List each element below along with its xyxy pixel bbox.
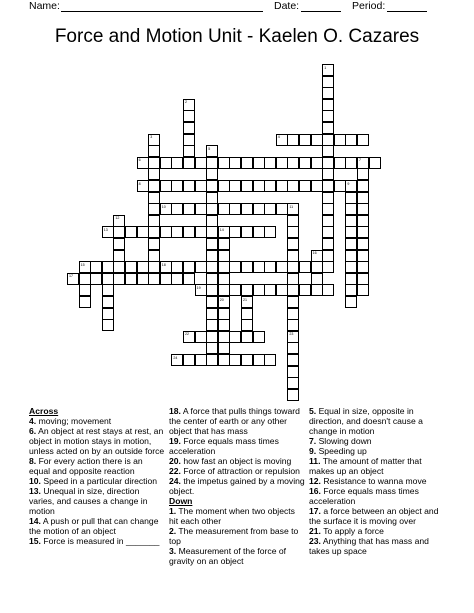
crossword-cell[interactable] [102, 319, 114, 331]
crossword-cell[interactable] [253, 180, 265, 192]
crossword-cell[interactable] [160, 261, 172, 273]
crossword-cell[interactable] [183, 261, 195, 273]
crossword-cell[interactable] [241, 226, 253, 238]
crossword-cell[interactable] [206, 168, 218, 180]
crossword-cell[interactable] [322, 180, 334, 192]
crossword-cell[interactable] [241, 331, 253, 343]
crossword-cell[interactable] [148, 250, 160, 262]
worksheet-header [0, 0, 474, 14]
crossword-cell[interactable] [322, 134, 334, 146]
crossword-cell[interactable] [345, 215, 357, 227]
crossword-cell[interactable] [206, 180, 218, 192]
crossword-cell[interactable] [229, 180, 241, 192]
crossword-cell[interactable] [241, 354, 253, 366]
crossword-cell[interactable] [357, 157, 369, 169]
crossword-cell[interactable] [137, 261, 149, 273]
crossword-cell[interactable] [311, 134, 323, 146]
crossword-cell[interactable] [195, 203, 207, 215]
crossword-cell[interactable] [357, 192, 369, 204]
clue-down-1: 1. The moment when two objects hit each other [169, 506, 295, 526]
cell-clue-number: 21 [243, 297, 247, 302]
crossword-cell[interactable] [253, 261, 265, 273]
crossword-cell[interactable] [345, 273, 357, 285]
crossword-cell[interactable] [322, 87, 334, 99]
crossword-cell[interactable] [206, 250, 218, 262]
crossword-cell[interactable] [195, 284, 207, 296]
crossword-cell[interactable] [322, 157, 334, 169]
cell-clue-number: 5 [208, 146, 211, 151]
crossword-cell[interactable] [218, 238, 230, 250]
clue-across-15: 15. Force is measured in _______ [29, 536, 160, 546]
name-field[interactable] [61, 11, 263, 12]
crossword-cell[interactable] [195, 261, 207, 273]
across-heading: Across [29, 406, 59, 416]
crossword-cell[interactable] [79, 284, 91, 296]
crossword-cell[interactable] [218, 180, 230, 192]
crossword-cell[interactable] [322, 110, 334, 122]
crossword-cell[interactable] [276, 203, 288, 215]
crossword-cell[interactable] [206, 215, 218, 227]
crossword-cell[interactable] [113, 238, 125, 250]
clue-across-8: 8. For every action there is an equal and opposite reaction [29, 456, 143, 476]
crossword-cell[interactable] [102, 261, 114, 273]
crossword-cell[interactable] [218, 296, 230, 308]
crossword-cell[interactable] [183, 180, 195, 192]
crossword-cell[interactable] [206, 331, 218, 343]
cell-clue-number: 3 [150, 135, 153, 140]
crossword-cell[interactable] [206, 296, 218, 308]
crossword-cell[interactable] [90, 261, 102, 273]
crossword-cell[interactable] [345, 226, 357, 238]
crossword-cell[interactable] [183, 203, 195, 215]
crossword-cell[interactable] [171, 157, 183, 169]
crossword-cell[interactable] [322, 168, 334, 180]
crossword-cell[interactable] [322, 192, 334, 204]
crossword-cell[interactable] [229, 354, 241, 366]
crossword-cell[interactable] [79, 261, 91, 273]
crossword-cell[interactable] [183, 354, 195, 366]
crossword-cell[interactable] [206, 238, 218, 250]
crossword-cell[interactable] [357, 215, 369, 227]
crossword-cell[interactable] [334, 180, 346, 192]
crossword-cell[interactable] [102, 296, 114, 308]
cell-clue-number: 11 [289, 204, 294, 209]
clues-column-1 [29, 406, 165, 546]
crossword-cell[interactable] [160, 157, 172, 169]
crossword-cell[interactable] [206, 226, 218, 238]
crossword-cell[interactable] [357, 284, 369, 296]
crossword-cell[interactable] [102, 226, 114, 238]
crossword-cell[interactable] [171, 261, 183, 273]
crossword-cell[interactable] [345, 238, 357, 250]
cell-clue-number: 10 [161, 204, 166, 209]
crossword-cell[interactable] [311, 180, 323, 192]
crossword-cell[interactable] [357, 250, 369, 262]
crossword-cell[interactable] [322, 238, 334, 250]
crossword-cell[interactable] [195, 354, 207, 366]
crossword-cell[interactable] [206, 192, 218, 204]
crossword-cell[interactable] [287, 331, 299, 343]
crossword-cell[interactable] [357, 273, 369, 285]
crossword-cell[interactable] [195, 226, 207, 238]
cell-clue-number: 16 [312, 251, 317, 256]
crossword-cell[interactable] [195, 331, 207, 343]
clue-down-2: 2. The measurement from base to top [169, 526, 299, 546]
crossword-cell[interactable] [206, 145, 218, 157]
crossword-cell[interactable] [357, 261, 369, 273]
crossword-cell[interactable] [299, 180, 311, 192]
date-field[interactable] [301, 11, 341, 12]
crossword-cell[interactable] [125, 261, 137, 273]
clue-across-14: 14. A push or pull that can change the motion of an object [29, 516, 159, 536]
crossword-cell[interactable] [345, 261, 357, 273]
crossword-cell[interactable] [218, 226, 230, 238]
crossword-cell[interactable] [287, 296, 299, 308]
crossword-cell[interactable] [264, 261, 276, 273]
crossword-cell[interactable] [287, 366, 299, 378]
clue-across-20: 20. how fast an object is moving [169, 456, 292, 466]
cell-clue-number: 14 [219, 227, 224, 232]
crossword-cell[interactable] [287, 134, 299, 146]
crossword-cell[interactable] [322, 122, 334, 134]
crossword-cell[interactable] [311, 261, 323, 273]
crossword-cell[interactable] [195, 180, 207, 192]
crossword-cell[interactable] [160, 273, 172, 285]
crossword-cell[interactable] [287, 284, 299, 296]
cell-clue-number: 24 [173, 355, 178, 360]
crossword-cell[interactable] [148, 203, 160, 215]
crossword-cell[interactable] [357, 134, 369, 146]
crossword-cell[interactable] [148, 168, 160, 180]
crossword-cell[interactable] [206, 157, 218, 169]
crossword-cell[interactable] [287, 180, 299, 192]
crossword-cell[interactable] [287, 215, 299, 227]
clue-down-12: 12. Resistance to wanna move [309, 476, 427, 486]
cell-clue-number: 19 [196, 285, 201, 290]
cell-clue-number: 9 [347, 181, 350, 186]
crossword-cell[interactable] [148, 226, 160, 238]
clue-down-7: 7. Slowing down [309, 436, 372, 446]
clue-down-5: 5. Equal in size, opposite in direction, and doesn't cause a change in motion [309, 406, 423, 436]
crossword-cell[interactable] [322, 64, 334, 76]
crossword-cell[interactable] [171, 203, 183, 215]
crossword-cell[interactable] [102, 284, 114, 296]
crossword-cell[interactable] [171, 180, 183, 192]
clue-across-6: 6. An object at rest stays at rest, an object in motion stays in motion, unless acted on by an outside force [29, 426, 165, 456]
crossword-cell[interactable] [345, 192, 357, 204]
clue-down-23: 23. Anything that has mass and takes up space [309, 536, 429, 556]
crossword-cell[interactable] [264, 354, 276, 366]
crossword-cell[interactable] [241, 319, 253, 331]
cell-clue-number: 1 [324, 65, 327, 70]
crossword-cell[interactable] [299, 284, 311, 296]
cell-clue-number: 8 [138, 181, 141, 186]
clues-column-2 [169, 406, 305, 566]
crossword-cell[interactable] [218, 261, 230, 273]
crossword-cell[interactable] [160, 203, 172, 215]
crossword-cell[interactable] [264, 284, 276, 296]
cell-clue-number: 2 [185, 100, 187, 105]
date-label: Date: [274, 0, 300, 12]
crossword-cell[interactable] [113, 215, 125, 227]
crossword-cell[interactable] [206, 342, 218, 354]
crossword-cell[interactable] [345, 203, 357, 215]
crossword-cell[interactable] [311, 273, 323, 285]
crossword-cell[interactable] [299, 261, 311, 273]
crossword-cell[interactable] [113, 226, 125, 238]
crossword-cell[interactable] [137, 180, 149, 192]
name-label: Name: [29, 0, 60, 12]
crossword-cell[interactable] [322, 215, 334, 227]
crossword-cell[interactable] [287, 342, 299, 354]
crossword-cell[interactable] [287, 250, 299, 262]
cell-clue-number: 20 [219, 297, 224, 302]
crossword-cell[interactable] [218, 284, 230, 296]
crossword-cell[interactable] [229, 261, 241, 273]
clue-down-17: 17. a force between an object and the surface it is moving over [309, 506, 439, 526]
crossword-cell[interactable] [148, 180, 160, 192]
cell-clue-number: 6 [138, 158, 141, 163]
crossword-cell[interactable] [311, 250, 323, 262]
crossword-cell[interactable] [311, 284, 323, 296]
crossword-cell[interactable] [218, 308, 230, 320]
crossword-cell[interactable] [229, 284, 241, 296]
crossword-cell[interactable] [357, 168, 369, 180]
crossword-cell[interactable] [241, 261, 253, 273]
crossword-cell[interactable] [276, 157, 288, 169]
crossword-cell[interactable] [229, 331, 241, 343]
crossword-cell[interactable] [183, 134, 195, 146]
crossword-cell[interactable] [229, 157, 241, 169]
crossword-cell[interactable] [183, 273, 195, 285]
crossword-cell[interactable] [137, 157, 149, 169]
crossword-cell[interactable] [241, 203, 253, 215]
crossword-cell[interactable] [148, 134, 160, 146]
crossword-cell[interactable] [218, 319, 230, 331]
clue-down-9: 9. Speeding up [309, 446, 367, 456]
crossword-cell[interactable] [253, 157, 265, 169]
clue-down-11: 11. The amount of matter that makes up an object [309, 456, 422, 476]
crossword-cell[interactable] [206, 319, 218, 331]
crossword-cell[interactable] [218, 354, 230, 366]
crossword-cell[interactable] [241, 180, 253, 192]
crossword-cell[interactable] [357, 226, 369, 238]
crossword-cell[interactable] [357, 180, 369, 192]
crossword-cell[interactable] [345, 157, 357, 169]
crossword-cell[interactable] [125, 273, 137, 285]
crossword-cell[interactable] [183, 157, 195, 169]
crossword-cell[interactable] [299, 157, 311, 169]
crossword-cell[interactable] [264, 180, 276, 192]
clues-column-3 [309, 406, 447, 556]
crossword-cell[interactable] [160, 180, 172, 192]
cell-clue-number: 23 [289, 332, 294, 337]
crossword-cell[interactable] [229, 226, 241, 238]
crossword-cell[interactable] [322, 226, 334, 238]
clue-across-22: 22. Force of attraction or repulsion [169, 466, 300, 476]
clue-across-24: 24. the impetus gained by a moving object. [169, 476, 305, 496]
crossword-cell[interactable] [148, 238, 160, 250]
crossword-cell[interactable] [276, 180, 288, 192]
crossword-cell[interactable] [345, 180, 357, 192]
crossword-cell[interactable] [299, 134, 311, 146]
crossword-cell[interactable] [345, 134, 357, 146]
crossword-cell[interactable] [345, 296, 357, 308]
crossword-cell[interactable] [160, 226, 172, 238]
crossword-cell[interactable] [287, 273, 299, 285]
crossword-cell[interactable] [287, 261, 299, 273]
cell-clue-number: 12 [115, 216, 120, 221]
crossword-cell[interactable] [345, 284, 357, 296]
crossword-cell[interactable] [253, 226, 265, 238]
crossword-cell[interactable] [322, 284, 334, 296]
crossword-cell[interactable] [218, 342, 230, 354]
cell-clue-number: 22 [185, 332, 189, 337]
clue-down-3: 3. Measurement of the force of gravity on an object [169, 546, 287, 566]
crossword-cell[interactable] [90, 273, 102, 285]
crossword-cell[interactable] [113, 261, 125, 273]
crossword-cell[interactable] [206, 354, 218, 366]
crossword-cell[interactable] [206, 273, 218, 285]
crossword-cell[interactable] [67, 273, 79, 285]
crossword-cell[interactable] [113, 250, 125, 262]
cell-clue-number: 13 [103, 227, 108, 232]
crossword-cell[interactable] [206, 261, 218, 273]
crossword-cell[interactable] [264, 226, 276, 238]
crossword-cell[interactable] [241, 308, 253, 320]
crossword-cell[interactable] [218, 203, 230, 215]
crossword-cell[interactable] [322, 203, 334, 215]
crossword-cell[interactable] [253, 354, 265, 366]
crossword-cell[interactable] [253, 203, 265, 215]
crossword-cell[interactable] [206, 203, 218, 215]
crossword-cell[interactable] [183, 99, 195, 111]
crossword-cell[interactable] [334, 134, 346, 146]
crossword-cell[interactable] [322, 76, 334, 88]
crossword-cell[interactable] [218, 250, 230, 262]
crossword-cell[interactable] [171, 354, 183, 366]
clue-across-4: 4. moving; movement [29, 416, 112, 426]
crossword-cell[interactable] [102, 308, 114, 320]
crossword-cell[interactable] [287, 319, 299, 331]
crossword-cell[interactable] [357, 203, 369, 215]
clue-down-16: 16. Force equals mass times acceleration [309, 486, 419, 506]
crossword-cell[interactable] [287, 203, 299, 215]
crossword-cell[interactable] [148, 145, 160, 157]
crossword-cell[interactable] [311, 157, 323, 169]
crossword-cell[interactable] [229, 203, 241, 215]
crossword-cell[interactable] [148, 261, 160, 273]
crossword-cell[interactable] [125, 226, 137, 238]
crossword-cell[interactable] [79, 296, 91, 308]
crossword-cell[interactable] [137, 273, 149, 285]
crossword-cell[interactable] [287, 308, 299, 320]
crossword-cell[interactable] [241, 284, 253, 296]
crossword-cell[interactable] [322, 99, 334, 111]
clue-across-18: 18. A force that pulls things toward the center of earth or any other object that has mass [169, 406, 300, 436]
clue-across-13: 13. Unequal in size, direction varies, and causes a change in motion [29, 486, 148, 516]
cell-clue-number: 18 [161, 262, 166, 267]
crossword-cell[interactable] [241, 296, 253, 308]
crossword-cell[interactable] [322, 145, 334, 157]
cell-clue-number: 4 [277, 135, 280, 140]
clue-across-10: 10. Speed in a particular direction [29, 476, 158, 486]
crossword-cell[interactable] [218, 331, 230, 343]
crossword-cell[interactable] [264, 157, 276, 169]
clue-down-21: 21. To apply a force [309, 526, 384, 536]
crossword-cell[interactable] [137, 226, 149, 238]
crossword-cell[interactable] [183, 226, 195, 238]
crossword-cell[interactable] [171, 273, 183, 285]
crossword-cell[interactable] [345, 250, 357, 262]
crossword-cell[interactable] [218, 273, 230, 285]
crossword-cell[interactable] [171, 226, 183, 238]
crossword-cell[interactable] [241, 157, 253, 169]
crossword-cell[interactable] [148, 273, 160, 285]
clue-across-19: 19. Force equals mass times acceleration [169, 436, 279, 456]
crossword-cell[interactable] [322, 250, 334, 262]
crossword-cell[interactable] [148, 192, 160, 204]
cell-clue-number: 17 [69, 274, 73, 279]
crossword-cell[interactable] [264, 203, 276, 215]
crossword-cell[interactable] [183, 110, 195, 122]
crossword-cell[interactable] [195, 157, 207, 169]
crossword-cell[interactable] [183, 331, 195, 343]
crossword-cell[interactable] [287, 377, 299, 389]
crossword-cell[interactable] [334, 157, 346, 169]
crossword-cell[interactable] [287, 157, 299, 169]
down-heading: Down [169, 496, 193, 506]
crossword-cell[interactable] [206, 308, 218, 320]
crossword-cell[interactable] [276, 284, 288, 296]
crossword-cell[interactable] [276, 261, 288, 273]
crossword-cell[interactable] [276, 134, 288, 146]
crossword-cell[interactable] [253, 284, 265, 296]
crossword-cell[interactable] [287, 226, 299, 238]
page-title: Force and Motion Unit - Kaelen O. Cazares [54, 26, 420, 47]
crossword-cell[interactable] [206, 284, 218, 296]
crossword-cell[interactable] [183, 122, 195, 134]
period-label: Period: [352, 0, 386, 12]
cell-clue-number: 15 [80, 262, 85, 267]
crossword-cell[interactable] [287, 354, 299, 366]
crossword-cell[interactable] [148, 157, 160, 169]
period-field[interactable] [387, 11, 427, 12]
crossword-cell[interactable] [183, 145, 195, 157]
crossword-cell[interactable] [253, 331, 265, 343]
cell-clue-number: 7 [359, 158, 361, 163]
crossword-cell[interactable] [287, 238, 299, 250]
crossword-cell[interactable] [113, 273, 125, 285]
crossword-cell[interactable] [287, 389, 299, 401]
crossword-cell[interactable] [322, 261, 334, 273]
crossword-cell[interactable] [102, 273, 114, 285]
crossword-cell[interactable] [79, 273, 91, 285]
crossword-cell[interactable] [369, 157, 381, 169]
crossword-cell[interactable] [357, 238, 369, 250]
crossword-cell[interactable] [148, 215, 160, 227]
crossword-cell[interactable] [218, 157, 230, 169]
